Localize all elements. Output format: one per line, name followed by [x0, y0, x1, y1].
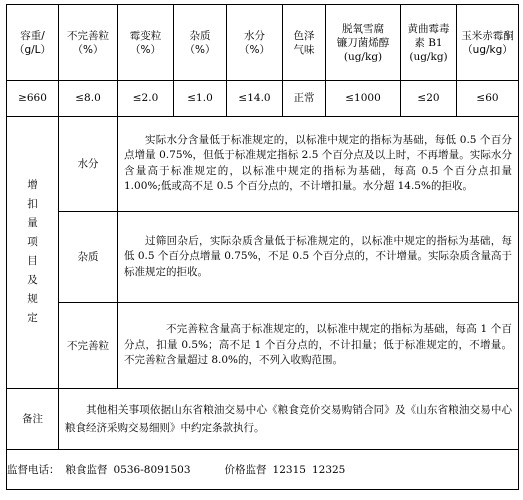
header-cell-unsound-kernel: 不完善粒 （%）: [59, 5, 118, 81]
value-cell: ≤14.0: [227, 81, 283, 116]
rule-text-cell: [118, 212, 519, 303]
note-text-cell: [59, 389, 519, 450]
rule-text-cell: [118, 303, 519, 389]
rule-text: 过筛回杂后，实际杂质含量低于标准规定的，以标准中规定的指标为基础，每低 0.5 个百分点增量 0.75%，不足 0.5 个百分点的，不计增量。实际杂质含量高于标准规定的拒收。: [124, 234, 512, 278]
header-cell-color-odor: 色泽 气味: [283, 5, 326, 81]
value-cell: ≥660: [7, 81, 59, 116]
grain-supervision-phone: 0536-8091503: [113, 463, 191, 476]
header-cell-moldy-kernel: 霉变粒 （%）: [118, 5, 174, 81]
note-row: [7, 389, 519, 450]
value-cell: ≤1.0: [174, 81, 227, 116]
header-cell-bulk-density: 容重/ （g/L）: [7, 5, 59, 81]
contact-cell: [7, 450, 519, 490]
value-cell: ≤2.0: [118, 81, 174, 116]
value-cell: 正常: [283, 81, 326, 116]
value-cell: ≤60: [457, 81, 519, 116]
price-supervision-phone-2: 12325: [311, 463, 346, 476]
rule-item-label: 水分: [59, 116, 118, 211]
note-text: 其他相关事项依据山东省粮油交易中心《粮食竞价交易购销合同》及《山东省粮油交易中心粮食经济采购交易细则》中约定条款执行。: [65, 404, 512, 435]
header-cell-zearalenone: 玉米赤霉酮 （ug/kg）: [457, 5, 519, 81]
header-cell-moisture: 水分 （%）: [227, 5, 283, 81]
rule-item-label: 杂质: [59, 212, 118, 303]
header-cell-aflatoxin: 黄曲霉毒 素 B1 (ug/kg): [401, 5, 457, 81]
header-cell-impurity: 杂质 （%）: [174, 5, 227, 81]
rule-row-unsound-kernel: [7, 303, 519, 389]
rule-text: 实际水分含量低于标准规定的，以标准中规定的指标为基础，每低 0.5 个百分点增量 0.75%，但低于标准规定指标 2.5 个百分点及以上时，不再增量。实际水分含量高于标准规定的，以标准中规定的指标为基础，每高 0.5 个百分点扣量 1.00%;低或高不足 0.5 个百分点的，不计增扣量。水分超 14.5%的拒收。: [124, 133, 512, 193]
values-row: [7, 81, 519, 116]
value-cell: ≤1000: [326, 81, 401, 116]
grain-supervision-label: 粮食监督: [65, 463, 108, 476]
value-cell: ≤8.0: [59, 81, 118, 116]
header-cell-don: 脱氧雪腐 镰刀菌烯醇 (ug/kg): [326, 5, 401, 81]
grain-standards-table: [6, 4, 519, 490]
rule-item-label: 不完善粒: [59, 303, 118, 389]
price-supervision-label: 价格监督: [224, 463, 267, 476]
rule-text: 不完善粒含量高于标准规定的，以标准中规定的指标为基础，每高 1 个百分点，扣量 0.5%；高不足 1 个百分点的，不计扣量；低于标准规定的，不增量。不完善粒含量超过 8.0%的，不列入收购范围。: [124, 323, 512, 367]
header-row: [7, 5, 519, 81]
price-supervision-phone-1: 12315: [272, 463, 306, 476]
contact-row: [7, 450, 519, 490]
section-label: 增 扣 量 项 目 及 规 定: [7, 116, 59, 389]
note-label: 备注: [7, 389, 59, 450]
value-cell: ≤20: [401, 81, 457, 116]
rule-text-cell: [118, 116, 519, 211]
rule-row-moisture: [7, 116, 519, 211]
rule-row-impurity: [7, 212, 519, 303]
contact-label: 监督电话：: [7, 463, 60, 476]
